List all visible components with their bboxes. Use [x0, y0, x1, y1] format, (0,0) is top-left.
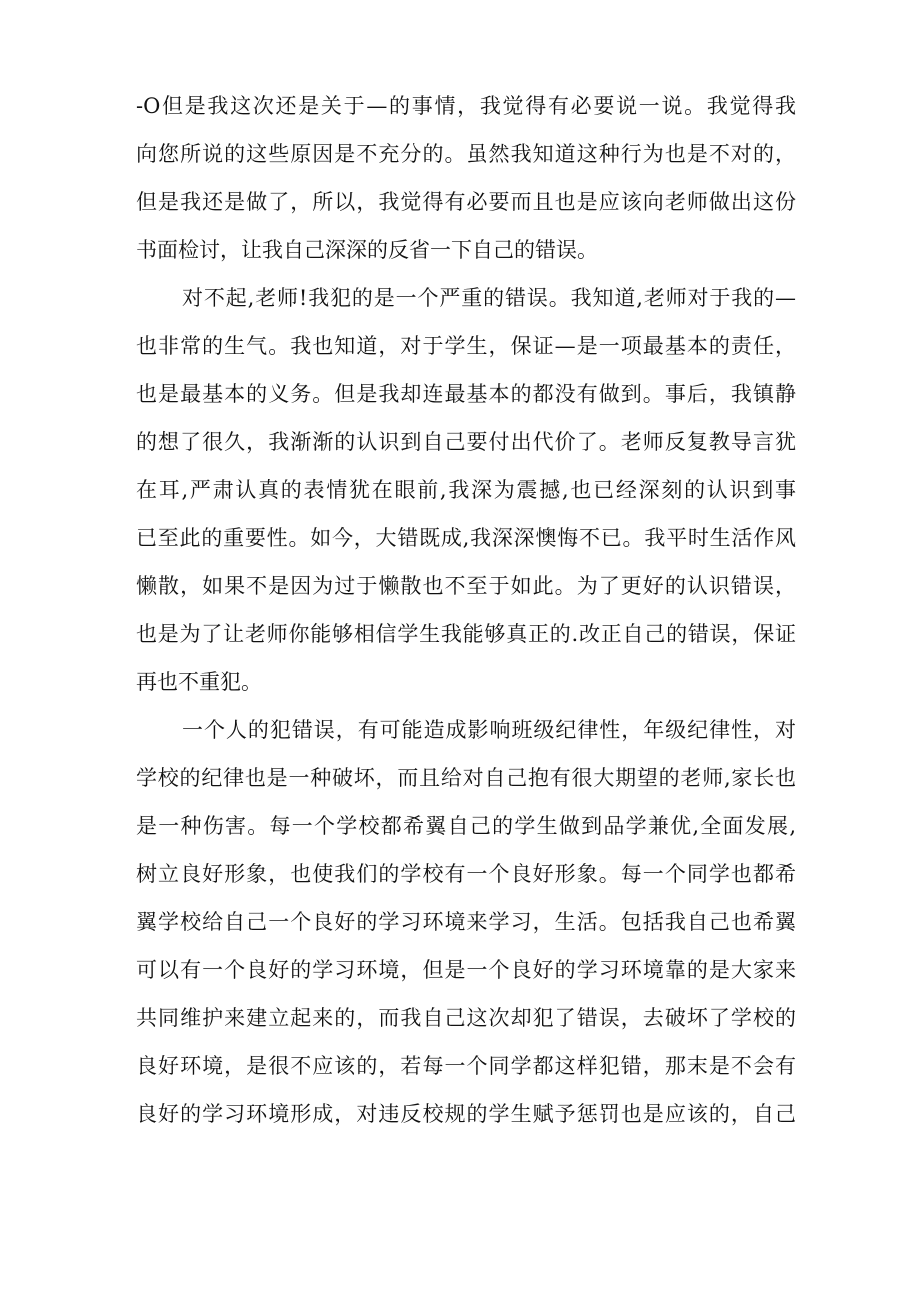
- text-line: 也是为了让老师你能够相信学生我能够真正的.改正自己的错误，保证: [136, 622, 796, 646]
- text-line: 共同维护来建立起来的，而我自己这次却犯了错误，去破坏了学校的: [136, 1006, 796, 1030]
- paragraph-1: [136, 82, 796, 274]
- text-line: 良好的学习环境形成，对违反校规的学生赋予惩罚也是应该的，自己: [136, 1102, 796, 1126]
- text-line: 的想了很久，我渐渐的认识到自己要付出代价了。老师反复教导言犹: [136, 430, 796, 454]
- text-line: 在耳,严肃认真的表情犹在眼前,我深为震撼,也已经深刻的认识到事: [136, 478, 796, 502]
- text-line: 已至此的重要性。如今，大错既成,我深深懊悔不已。我平时生活作风: [136, 526, 796, 550]
- text-line: 也非常的生气。我也知道，对于学生，保证—是一项最基本的责任，: [136, 334, 796, 358]
- text-line: 再也不重犯。: [136, 670, 262, 694]
- document-body: [136, 82, 796, 1138]
- text-line: 也是最基本的义务。但是我却连最基本的都没有做到。事后，我镇静: [136, 382, 796, 406]
- text-line: 树立良好形象，也使我们的学校有一个良好形象。每一个同学也都希: [136, 862, 796, 886]
- text-line: 但是我还是做了，所以，我觉得有必要而且也是应该向老师做出这份: [136, 190, 796, 214]
- text-line: 学校的纪律也是一种破坏，而且给对自己抱有很大期望的老师,家长也: [136, 766, 796, 790]
- text-line: 一个人的犯错误，有可能造成影响班级纪律性，年级纪律性，对: [182, 718, 796, 742]
- text-line: 向您所说的这些原因是不充分的。虽然我知道这种行为也是不对的，: [136, 142, 796, 166]
- text-line: 对不起,老师!我犯的是一个严重的错误。我知道,老师对于我的—: [182, 286, 796, 310]
- text-line: 书面检讨，让我自己深深的反省一下自己的错误。: [136, 238, 598, 262]
- paragraph-2: [136, 274, 796, 706]
- text-line: 良好环境，是很不应该的，若每一个同学都这样犯错，那末是不会有: [136, 1054, 796, 1078]
- text-line: 可以有一个良好的学习环境，但是一个良好的学习环境靠的是大家来: [136, 958, 796, 982]
- paragraph-3: [136, 706, 796, 1138]
- text-line: 是一种伤害。每一个学校都希翼自己的学生做到品学兼优,全面发展,: [136, 814, 796, 838]
- text-line: -O但是我这次还是关于—的事情，我觉得有必要说一说。我觉得我: [136, 94, 796, 118]
- text-line: 懒散，如果不是因为过于懒散也不至于如此。为了更好的认识错误，: [136, 574, 796, 598]
- text-line: 翼学校给自己一个良好的学习环境来学习，生活。包括我自己也希翼: [136, 910, 796, 934]
